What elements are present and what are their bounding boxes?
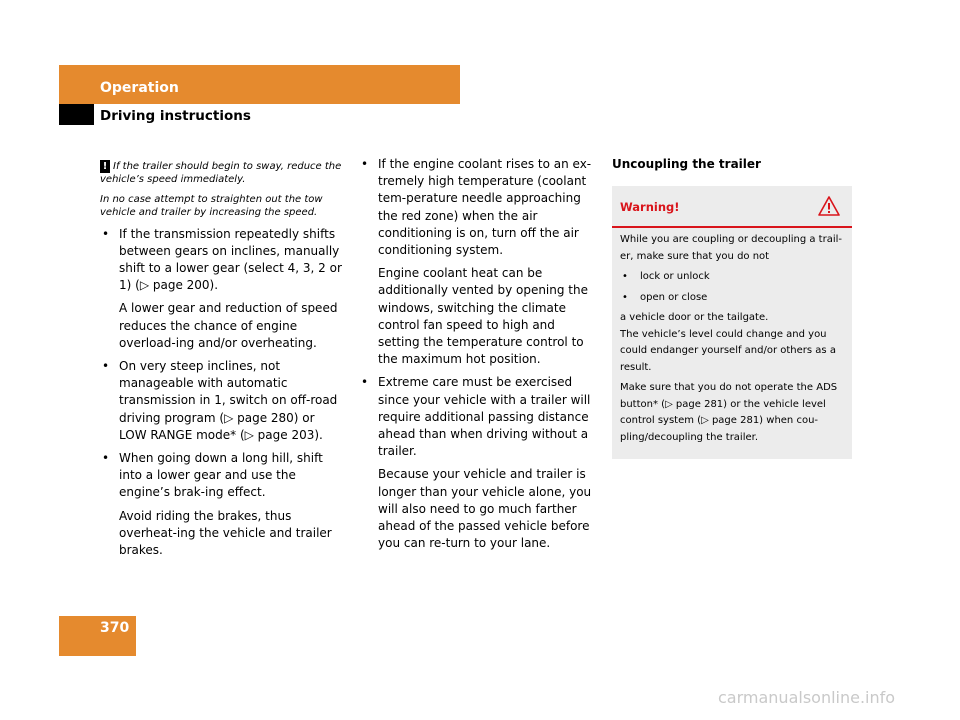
list-item bbox=[100, 226, 345, 295]
list-item bbox=[100, 358, 345, 444]
list-item-detail: Engine coolant heat can be additionally vented by opening the windows, switching the climate control fan speed to high and setting the temperature control to the maximum hot position. bbox=[378, 266, 588, 367]
bullet-icon: • bbox=[361, 157, 369, 171]
warning-paragraph: The vehicle’s level could change and you could endanger yourself and/or others as a result. bbox=[620, 328, 836, 373]
list-item bbox=[359, 374, 599, 460]
bullet-icon: • bbox=[361, 375, 369, 390]
column-right bbox=[612, 156, 852, 173]
bullet-icon: • bbox=[102, 451, 110, 466]
note-sway bbox=[100, 160, 345, 187]
exclamation-icon: ! bbox=[100, 160, 110, 173]
bullet-icon: • bbox=[102, 359, 110, 374]
list-item bbox=[359, 156, 599, 259]
list-item-text: Extreme care must be exercised since your vehicle with a trailer will require additional passing distance ahead than when driving without a trailer. bbox=[378, 375, 591, 459]
warning-header bbox=[612, 186, 852, 228]
list-item-detail: Avoid riding the brakes, thus overheat-ing the vehicle and trailer brakes. bbox=[119, 508, 332, 558]
warning-paragraph: Make sure that you do not operate the ADS button* (▷ page 281) or the vehicle level control system (▷ page 281) when cou-pling/decoupling the trailer. bbox=[620, 382, 838, 443]
section-title: Driving instructions bbox=[100, 108, 251, 124]
note-sway-text: If the trailer should begin to sway, reduce the vehicle’s speed immediately. bbox=[100, 161, 342, 186]
bullet-icon: • bbox=[622, 291, 628, 303]
section-tab-marker bbox=[59, 104, 94, 125]
warning-list-item-text: open or close bbox=[640, 291, 708, 303]
warning-list-item-text: lock or unlock bbox=[640, 271, 710, 282]
subsection-title: Uncoupling the trailer bbox=[612, 157, 761, 171]
warning-triangle-icon bbox=[818, 196, 840, 216]
list-item-detail: A lower gear and reduction of speed reduces the chance of engine overload-ing and/or overheating. bbox=[119, 301, 338, 350]
bullet-icon: • bbox=[622, 271, 628, 282]
list-item-text: If the transmission repeatedly shifts between gears on inclines, manually shift to a lower gear (select 4, 3, 2 or 1) (▷ page 200). bbox=[119, 226, 342, 293]
list-item-detail: Because your vehicle and trailer is longer than your vehicle alone, you will also need to go much farther ahead of the passed vehicle before you can re-turn to your lane. bbox=[378, 467, 592, 551]
watermark: carmanualsonline.info bbox=[718, 688, 896, 707]
bullet-icon: • bbox=[102, 226, 110, 241]
warning-label: Warning! bbox=[620, 200, 680, 214]
list-item-text: If the engine coolant rises to an ex-tremely high temperature (coolant tem-perature needle approaching the red zone) when the air conditioning is on, turn off the air conditioning system. bbox=[378, 157, 592, 258]
warning-intro: While you are coupling or decoupling a trail-er, make sure that you do not bbox=[620, 234, 843, 262]
list-item-text: On very steep inclines, not manageable with automatic transmission in 1, switch on off-road driving program (▷ page 280) or LOW RANGE mode* (▷ page 203). bbox=[119, 359, 338, 442]
warning-list-item bbox=[620, 269, 846, 286]
warning-body bbox=[620, 232, 846, 450]
page-number: 370 bbox=[100, 620, 130, 636]
column-left bbox=[100, 160, 345, 559]
list-item-text: When going down a long hill, shift into a lower gear and use the engine’s brak-ing effect. bbox=[119, 451, 323, 500]
warning-box bbox=[612, 186, 852, 459]
note-straighten: In no case attempt to straighten out the tow vehicle and trailer by increasing the speed. bbox=[100, 193, 323, 219]
warning-list-item bbox=[620, 290, 846, 307]
column-middle bbox=[359, 156, 599, 552]
warning-paragraph: a vehicle door or the tailgate. bbox=[620, 312, 769, 323]
chapter-title: Operation bbox=[100, 80, 179, 96]
list-item bbox=[100, 450, 345, 502]
